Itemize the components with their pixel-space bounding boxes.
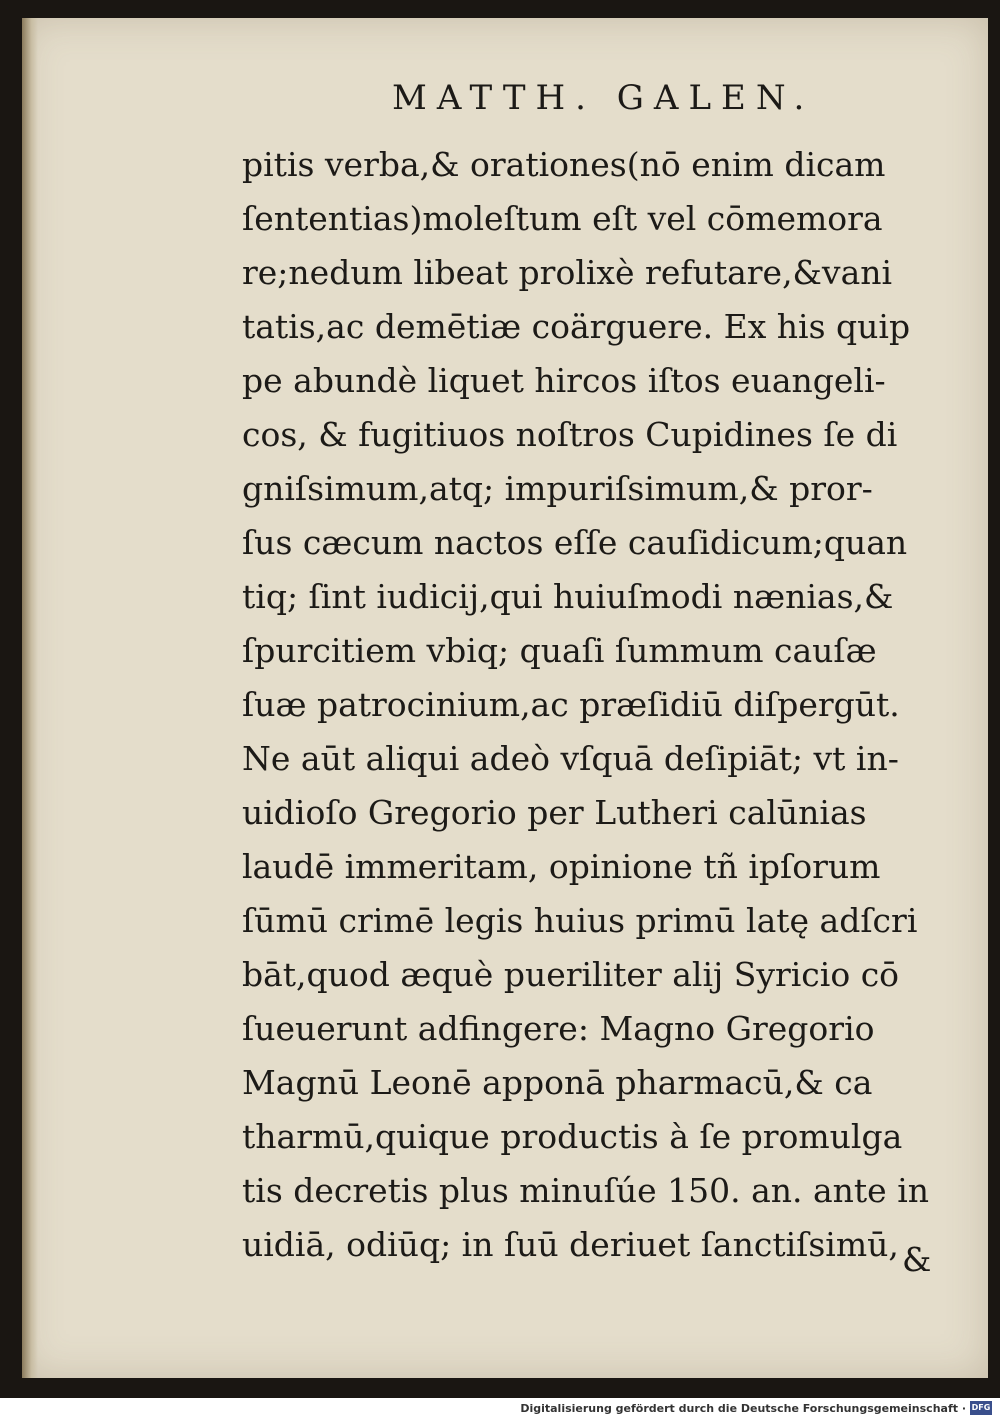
page-gutter <box>22 18 38 1378</box>
text-line: cos, & fugitiuos noſtros Cupidines ſe di <box>242 415 898 454</box>
text-line: pitis verba,& orationes(nō enim dicam <box>242 145 886 184</box>
text-line: tiq; ſint iudicij,qui huiuſmodi nænias,& <box>242 577 894 616</box>
text-line: uidiā, odiūq; in ſuū deriuet ſanctiſsimū, <box>242 1225 899 1264</box>
text-line: ſpurcitiem vbiq; quaſi ſummum cauſæ <box>242 631 877 670</box>
text-line: laudē immeritam, opinione tñ ipſorum <box>242 847 881 886</box>
text-line: bāt,quod æquè pueriliter alij Syricio cō <box>242 955 900 994</box>
text-line: tis decretis plus minuſúe 150. an. ante in <box>242 1171 930 1210</box>
text-line: ſuæ patrocinium,ac præſidiū diſpergūt. <box>242 685 900 724</box>
text-line: pe abundè liquet hircos iſtos euangeli- <box>242 361 886 400</box>
text-line: gniſsimum,atq; impuriſsimum,& pror- <box>242 469 873 508</box>
text-line: tatis,ac demētiæ coärguere. Ex his quip <box>242 307 911 346</box>
running-head: MATTH. GALEN. <box>392 78 815 118</box>
text-line: ſūmū crimē legis huius primū latę adſcri <box>242 901 918 940</box>
dfg-logo-icon: DFG <box>970 1401 992 1415</box>
text-line: uidioſo Gregorio per Lutheri calūnias <box>242 793 867 832</box>
text-line: Magnū Leonē apponā pharmacū,& ca <box>242 1063 873 1102</box>
catchword: & <box>902 1240 932 1279</box>
funding-credit: Digitalisierung gefördert durch die Deutsche Forschungsgemeinschaft · <box>520 1402 966 1415</box>
text-line: ſententias)moleſtum eſt vel cōmemora <box>242 199 883 238</box>
text-line: Ne aūt aliqui adeò vſquā deſipiāt; vt in- <box>242 739 899 778</box>
text-block <box>242 138 972 1272</box>
text-line: ſueuerunt adfingere: Magno Gregorio <box>242 1009 875 1048</box>
digitization-footer <box>0 1398 1000 1420</box>
book-page <box>22 18 988 1378</box>
text-line: ſus cæcum nactos eſſe cauſidicum;quan <box>242 523 908 562</box>
text-line: re;nedum libeat prolixè refutare,&vani <box>242 253 893 292</box>
text-line: tharmū,quique productis à ſe promulga <box>242 1117 903 1156</box>
